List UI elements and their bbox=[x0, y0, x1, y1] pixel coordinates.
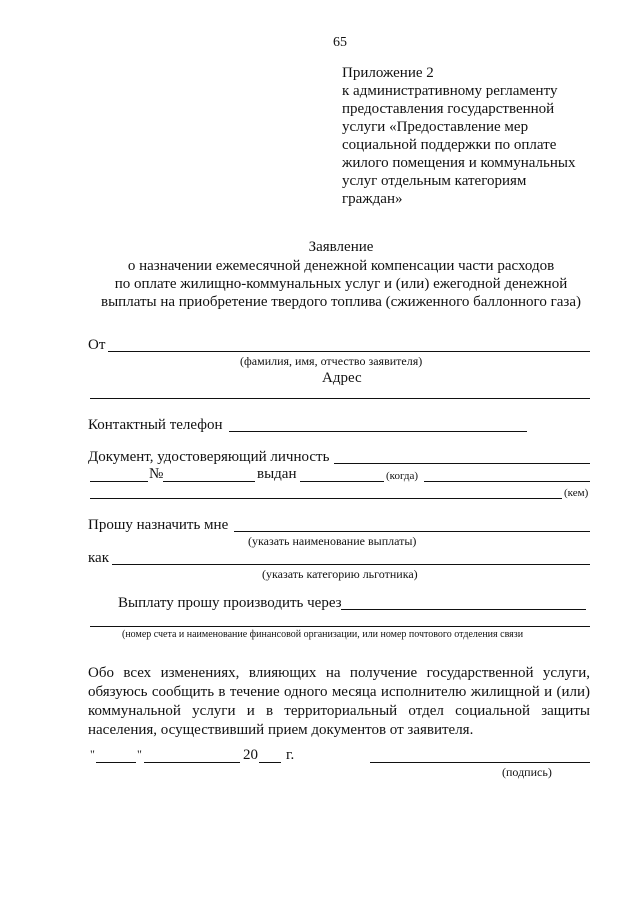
appendix-line: услуг отдельным категориям bbox=[342, 173, 527, 189]
document-label: Документ, удостоверяющий личность bbox=[88, 449, 330, 465]
issued-date-field[interactable] bbox=[300, 481, 384, 482]
phone-label: Контактный телефон bbox=[88, 417, 223, 433]
appendix-line: жилого помещения и коммунальных bbox=[342, 155, 576, 171]
date-year-field[interactable] bbox=[259, 762, 281, 763]
date-year-suffix: г. bbox=[286, 747, 295, 763]
payout-field[interactable] bbox=[341, 609, 586, 610]
address-label: Адрес bbox=[322, 370, 362, 386]
notice-line: коммунальной услуги и в территориальный отдел социальной защиты bbox=[88, 703, 590, 719]
request-label: Прошу назначить мне bbox=[88, 517, 229, 533]
title-line: выплаты на приобретение твердого топлива (сжиженного баллонного газа) bbox=[101, 294, 581, 310]
appendix-line: к административному регламенту bbox=[342, 83, 558, 99]
page-number: 65 bbox=[333, 35, 347, 50]
issued-by-field[interactable] bbox=[90, 498, 562, 499]
appendix-line: услуги «Предоставление мер bbox=[342, 119, 529, 135]
payment-hint: (указать наименование выплаты) bbox=[248, 534, 417, 548]
when-hint: (когда) bbox=[386, 470, 419, 482]
category-hint: (указать категорию льготника) bbox=[262, 567, 418, 581]
date-quote-close: " bbox=[137, 747, 142, 761]
document-type-field[interactable] bbox=[334, 463, 590, 464]
document-number-field[interactable] bbox=[163, 481, 255, 482]
signature-field[interactable] bbox=[370, 762, 590, 763]
issued-date-field-extra[interactable] bbox=[424, 481, 590, 482]
document-title: Заявление bbox=[308, 239, 374, 255]
date-quote-open: " bbox=[90, 747, 95, 761]
notice-line: Обо всех изменениях, влияющих на получение государственной услуги, bbox=[88, 665, 590, 681]
date-day-field[interactable] bbox=[96, 762, 136, 763]
number-label: № bbox=[149, 466, 164, 482]
appendix-line: социальной поддержки по оплате bbox=[342, 137, 557, 153]
who-hint: (кем) bbox=[564, 487, 589, 499]
title-line: о назначении ежемесячной денежной компенсации части расходов bbox=[127, 258, 555, 274]
title-line: по оплате жилищно-коммунальных услуг и (или) ежегодной денежной bbox=[114, 276, 568, 292]
appendix-line: граждан» bbox=[342, 191, 403, 207]
document-series-field[interactable] bbox=[90, 481, 148, 482]
category-field[interactable] bbox=[112, 564, 590, 565]
as-label: как bbox=[88, 550, 110, 566]
date-year-prefix: 20 bbox=[243, 747, 258, 763]
payout-label: Выплату прошу производить через bbox=[118, 595, 342, 611]
date-month-field[interactable] bbox=[144, 762, 240, 763]
account-hint: (номер счета и наименование финансовой организации, или номер почтового отделения связи bbox=[122, 629, 524, 640]
notice-line: населения, осуществивший прием документов от заявителя. bbox=[88, 722, 474, 738]
appendix-line: предоставления государственной bbox=[342, 101, 555, 117]
notice-line: обязуюсь сообщить в течение одного месяца исполнителю жилищной и (или) bbox=[88, 684, 590, 700]
appendix-line: Приложение 2 bbox=[342, 65, 434, 81]
payout-field-extra[interactable] bbox=[90, 626, 590, 627]
from-field[interactable] bbox=[108, 351, 590, 352]
from-label: От bbox=[88, 337, 106, 353]
issued-label: выдан bbox=[257, 466, 297, 482]
address-field[interactable] bbox=[90, 398, 590, 399]
from-hint: (фамилия, имя, отчество заявителя) bbox=[240, 354, 423, 368]
phone-field[interactable] bbox=[229, 431, 527, 432]
payment-name-field[interactable] bbox=[234, 531, 590, 532]
signature-hint: (подпись) bbox=[502, 765, 552, 779]
